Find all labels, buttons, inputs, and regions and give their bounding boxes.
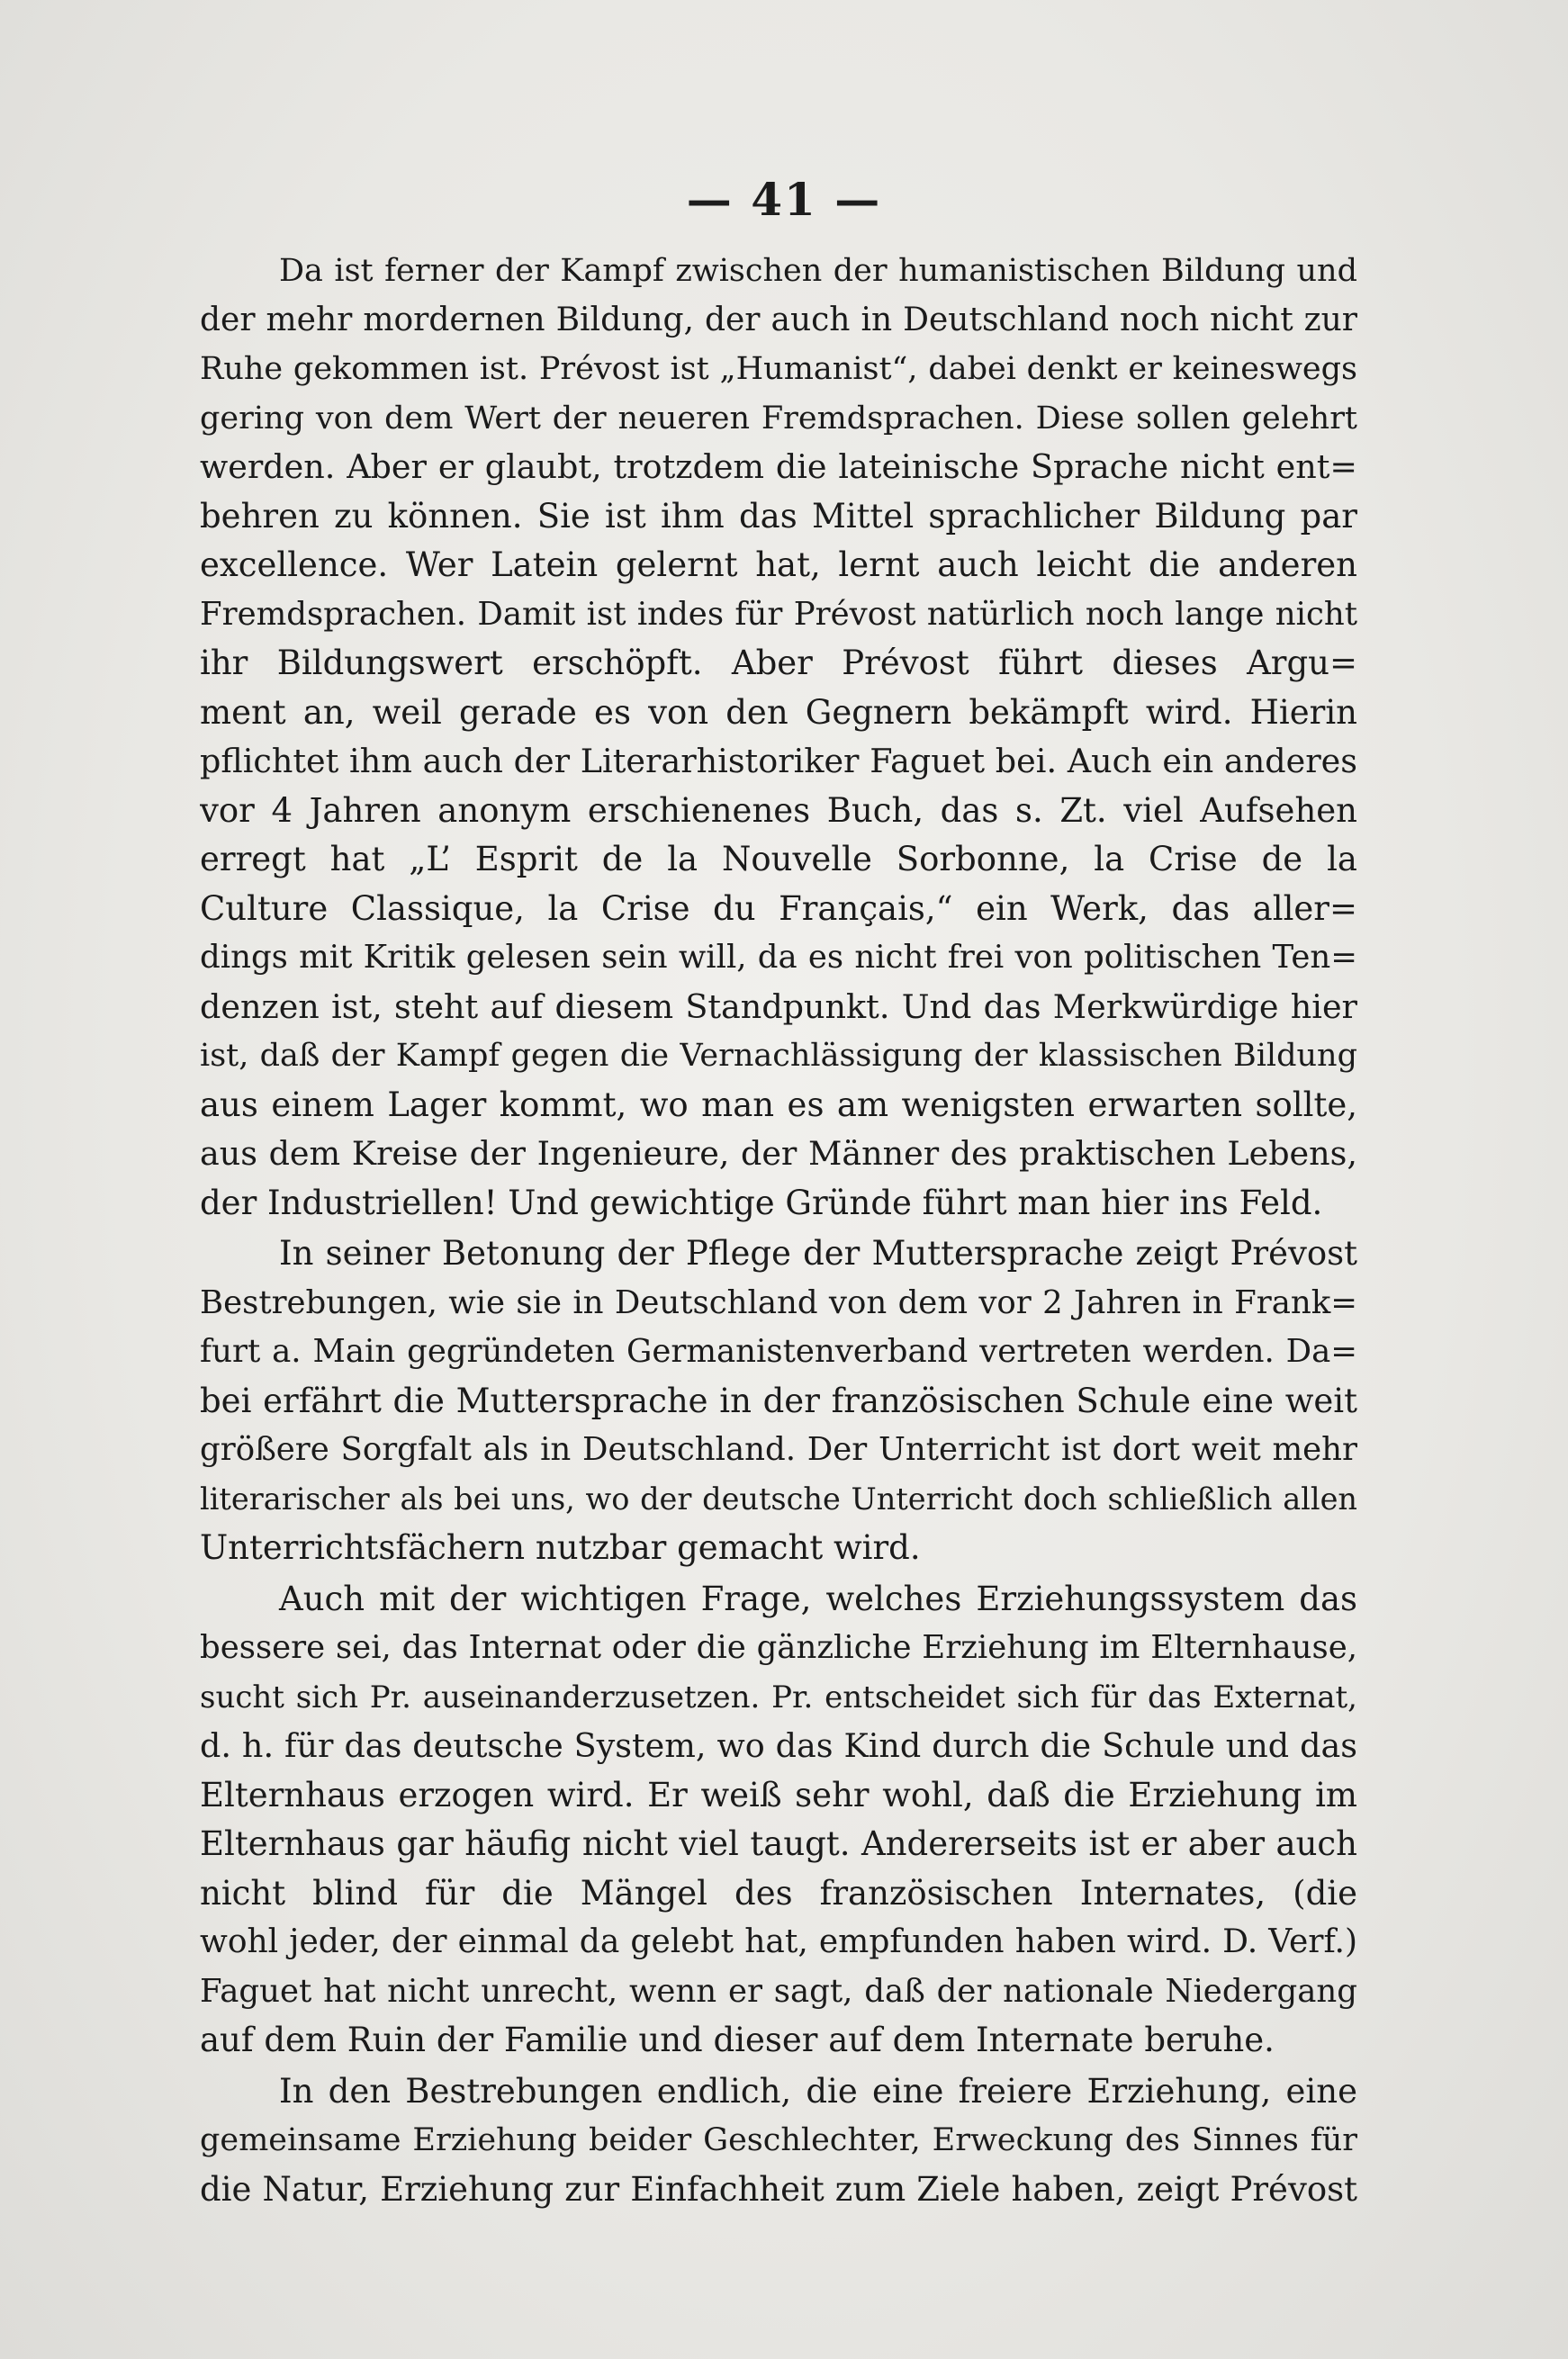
text-line: gemeinsame Erziehung beider Geschlechter, Erweckung des Sinnes für (200, 2122, 1357, 2158)
text-line: Da ist ferner der Kampf zwischen der humanistischen Bildung und (279, 253, 1357, 289)
text-line: auf dem Ruin der Familie und dieser auf dem Internate beruhe. (200, 2021, 1275, 2059)
text-line: Auch mit der wichtigen Frage, welches Erziehungssystem das (279, 1579, 1357, 1618)
text-line: ist, daß der Kampf gegen die Vernachlässigung der klassischen Bildung (200, 1038, 1357, 1074)
text-line: furt a. Main gegründeten Germanistenverband vertreten werden. Da= (200, 1333, 1357, 1370)
text-line: Elternhaus gar häufig nicht viel taugt. Andererseits ist er aber auch (200, 1824, 1357, 1863)
text-line: Ruhe gekommen ist. Prévost ist „Humanist“, dabei denkt er keineswegs (200, 351, 1357, 387)
paragraph-4 (200, 2067, 1357, 2215)
text-line: aus einem Lager kommt, wo man es am wenigsten erwarten sollte, (200, 1085, 1357, 1124)
text-line: gering von dem Wert der neueren Fremdsprachen. Diese sollen gelehrt (200, 400, 1357, 437)
text-line: Bestrebungen, wie sie in Deutschland von dem vor 2 Jahren in Frank= (200, 1283, 1357, 1321)
text-line: literarischer als bei uns, wo der deutsche Unterricht doch schließlich allen (200, 1481, 1357, 1517)
text-line: bei erfährt die Muttersprache in der französischen Schule eine weit (200, 1381, 1357, 1420)
text-line: Faguet hat nicht unrecht, wenn er sagt, daß der nationale Niedergang (200, 1972, 1357, 2010)
text-line: denzen ist, steht auf diesem Standpunkt. Und das Merkwürdige hier (200, 986, 1357, 1026)
text-line: dings mit Kritik gelesen sein will, da es nicht frei von politischen Ten= (200, 939, 1357, 976)
text-line: der mehr mordernen Bildung, der auch in Deutschland noch nicht zur (200, 301, 1357, 338)
text-line: In seiner Betonung der Pflege der Muttersprache zeigt Prévost (279, 1234, 1357, 1273)
text-line: pflichtet ihm auch der Literarhistoriker Faguet bei. Auch ein anderes (200, 742, 1357, 780)
text-line: Culture Classique, la Crise du Français,“ ein Werk, das aller= (200, 888, 1357, 928)
paragraph-1 (200, 247, 1357, 1228)
text-line: Unterrichtsfächern nutzbar gemacht wird. (200, 1528, 921, 1567)
paragraph-2 (200, 1229, 1357, 1573)
text-line: größere Sorgfalt als in Deutschland. Der Unterricht ist dort weit mehr (200, 1431, 1357, 1468)
paragraph-3 (200, 1575, 1357, 2066)
text-line: Fremdsprachen. Damit ist indes für Prévost natürlich noch lange nicht (200, 595, 1357, 633)
text-line: aus dem Kreise der Ingenieure, der Männer des praktischen Lebens, (200, 1134, 1357, 1173)
body-text (200, 247, 1357, 2214)
text-line: erregt hat „L’ Esprit de la Nouvelle Sorbonne, la Crise de la (200, 840, 1357, 878)
text-line: wohl jeder, der einmal da gelebt hat, empfunden haben wird. D. Verf.) (200, 1923, 1357, 1960)
text-line: der Industriellen! Und gewichtige Gründe führt man hier ins Feld. (200, 1183, 1323, 1222)
text-line: nicht blind für die Mängel des französischen Internates, (die (200, 1873, 1357, 1913)
text-line: excellence. Wer Latein gelernt hat, lernt auch leicht die anderen (200, 545, 1357, 584)
text-line: Elternhaus erzogen wird. Er weiß sehr wohl, daß die Erziehung im (200, 1775, 1357, 1814)
text-line: die Natur, Erziehung zur Einfachheit zum Ziele haben, zeigt Prévost (200, 2169, 1357, 2209)
text-line: sucht sich Pr. auseinanderzusetzen. Pr. entscheidet sich für das Externat, (200, 1679, 1357, 1715)
text-line: In den Bestrebungen endlich, die eine freiere Erziehung, eine (279, 2071, 1357, 2111)
text-line: bessere sei, das Internat oder die gänzliche Erziehung im Elternhause, (200, 1629, 1357, 1666)
text-line: ment an, weil gerade es von den Gegnern bekämpft wird. Hierin (200, 692, 1357, 732)
text-line: werden. Aber er glaubt, trotzdem die lateinische Sprache nicht ent= (200, 447, 1357, 486)
text-line: vor 4 Jahren anonym erschienenes Buch, das s. Zt. viel Aufsehen (200, 790, 1357, 830)
text-line: behren zu können. Sie ist ihm das Mittel sprachlicher Bildung par (200, 496, 1357, 536)
text-line: d. h. für das deutsche System, wo das Kind durch die Schule und das (200, 1726, 1357, 1765)
page-number: — 41 — (686, 173, 882, 226)
text-line: ihr Bildungswert erschöpft. Aber Prévost führt dieses Argu= (200, 644, 1357, 682)
